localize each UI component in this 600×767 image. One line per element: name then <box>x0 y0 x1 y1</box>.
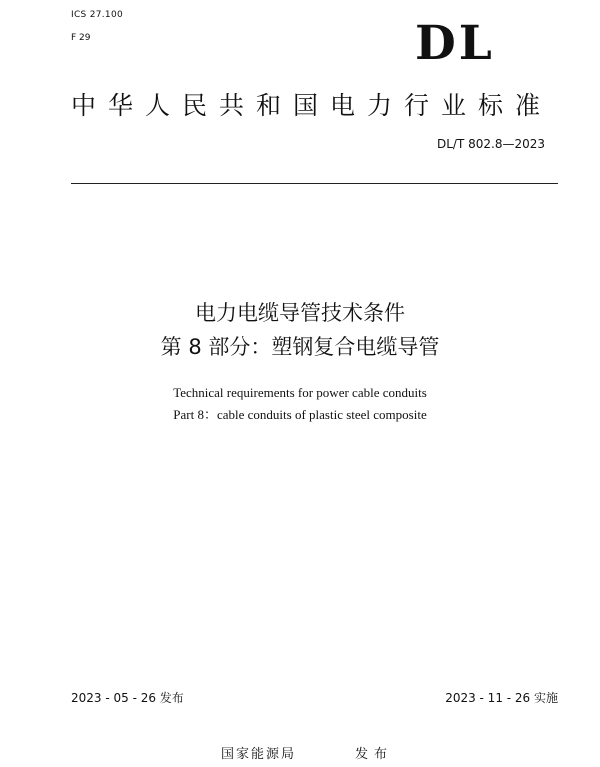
issue-date: 2023 - 05 - 26 发布 <box>71 691 184 705</box>
publish-label: 发布 <box>355 747 394 762</box>
industry-standard-title: 中华人民共和国电力行业标准 <box>71 91 553 120</box>
standard-number: DL/T 802.8—2023 <box>436 137 545 151</box>
title-zh-line1: 电力电缆导管技术条件 <box>195 301 405 325</box>
ics-code: ICS 27.100 <box>71 10 124 20</box>
ccs-code: F 29 <box>71 33 91 43</box>
implementation-date: 2023 - 11 - 26 实施 <box>445 691 558 705</box>
publisher-name: 国家能源局 <box>221 747 297 762</box>
title-en-line1: Technical requirements for power cable conduits <box>173 385 427 400</box>
header-divider <box>71 183 558 184</box>
title-zh-line2: 第 8 部分：塑钢复合电缆导管 <box>160 335 440 359</box>
dl-logo: DL <box>415 16 495 71</box>
title-en-line2: Part 8：cable conduits of plastic steel composite <box>173 407 427 422</box>
